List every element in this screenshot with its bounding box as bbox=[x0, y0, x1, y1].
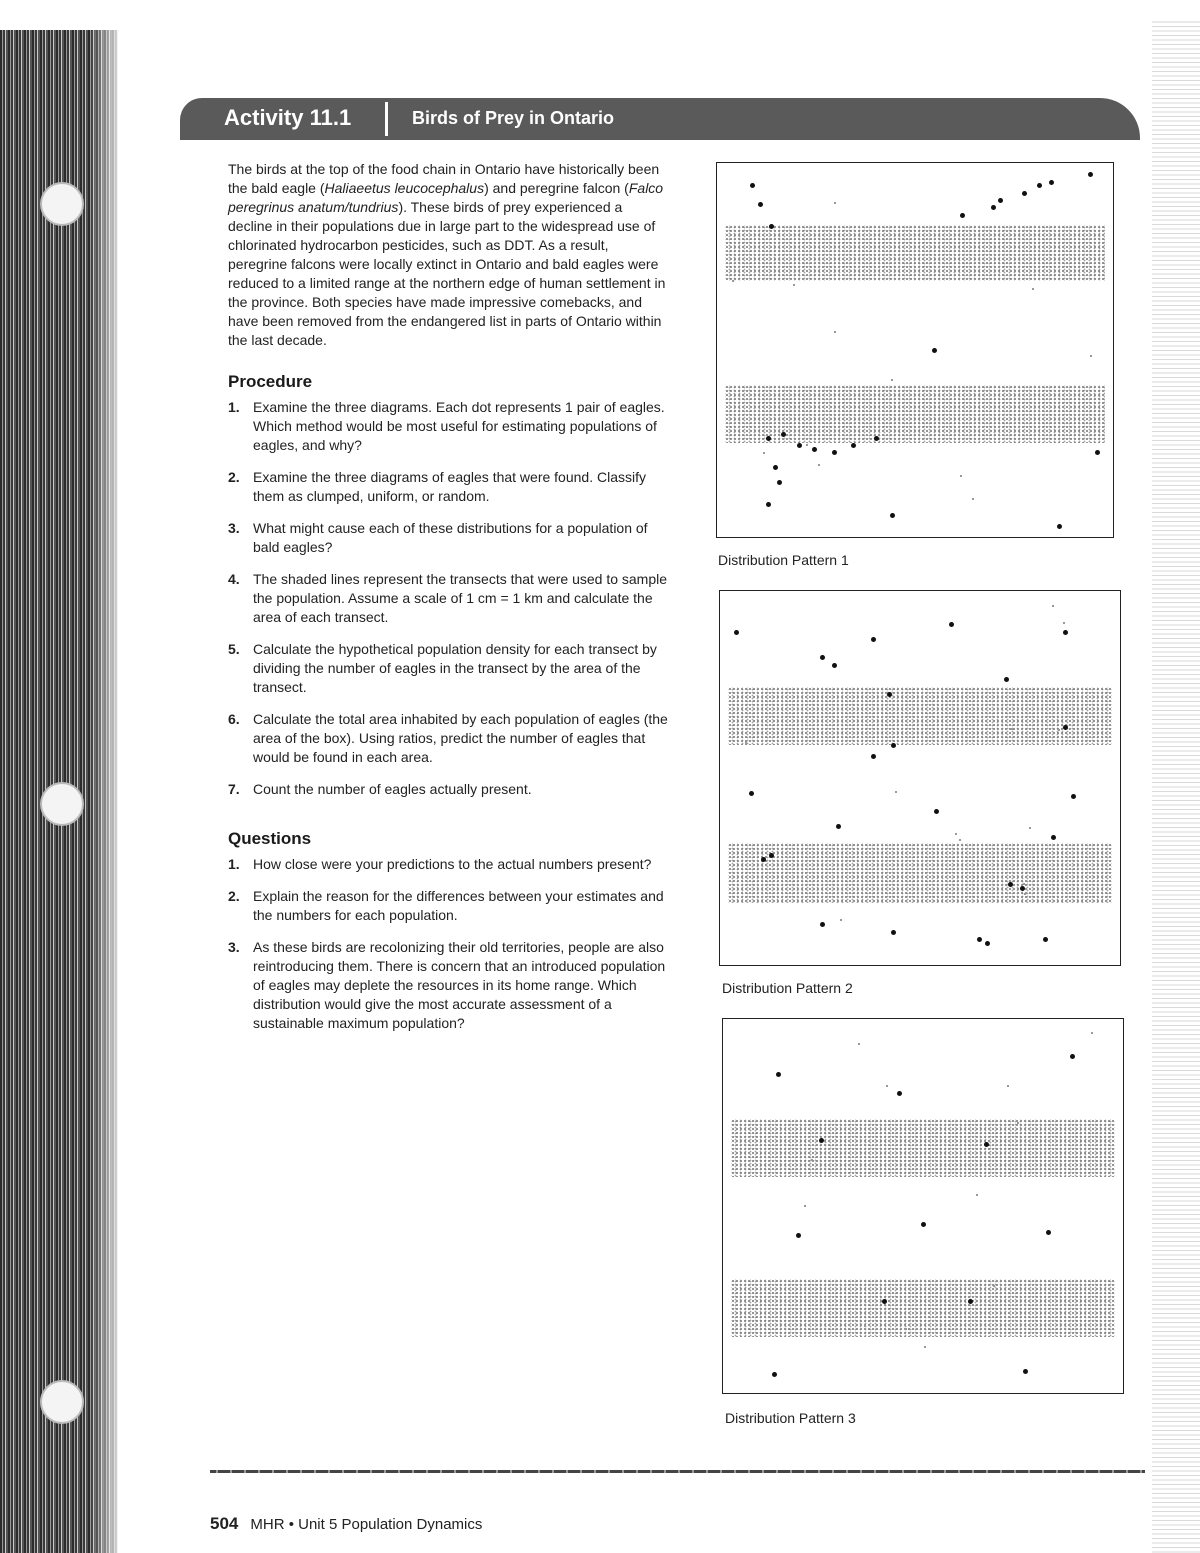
procedure-step: 2. Examine the three diagrams of eagles that were found. Classify them as clumped, uniform, or random. bbox=[228, 469, 646, 504]
eagle-pair-dot bbox=[772, 1372, 777, 1377]
eagle-pair-dot bbox=[750, 183, 755, 188]
eagle-pair-dot bbox=[891, 743, 896, 748]
scan-speck bbox=[858, 1043, 860, 1045]
binder-hole bbox=[40, 182, 84, 226]
scan-speck bbox=[745, 742, 747, 744]
eagle-pair-dot bbox=[921, 1222, 926, 1227]
scan-speck bbox=[806, 444, 808, 446]
transect-band bbox=[731, 1279, 1115, 1337]
eagle-pair-dot bbox=[934, 809, 939, 814]
eagle-pair-dot bbox=[991, 205, 996, 210]
eagle-pair-dot bbox=[761, 857, 766, 862]
eagle-pair-dot bbox=[734, 630, 739, 635]
page-footer bbox=[210, 1514, 482, 1534]
scan-speck bbox=[1091, 1032, 1093, 1034]
scan-speck bbox=[834, 331, 836, 333]
procedure-step: 1. Examine the three diagrams. Each dot represents 1 pair of eagles. Which method would be most useful for estimating populations of eagles, and why? bbox=[228, 399, 665, 453]
eagle-pair-dot bbox=[769, 224, 774, 229]
eagle-pair-dot bbox=[819, 1138, 824, 1143]
eagle-pair-dot bbox=[773, 465, 778, 470]
transect-band bbox=[731, 1119, 1115, 1177]
eagle-pair-dot bbox=[1046, 1230, 1051, 1235]
distribution-pattern-1-box bbox=[716, 162, 1114, 538]
scan-speck bbox=[1023, 883, 1025, 885]
scan-speck bbox=[1032, 288, 1034, 290]
eagle-pair-dot bbox=[749, 791, 754, 796]
eagle-pair-dot bbox=[968, 1299, 973, 1304]
eagle-pair-dot bbox=[832, 450, 837, 455]
footer-rule bbox=[210, 1470, 1145, 1473]
scan-speck bbox=[891, 379, 893, 381]
scan-speck bbox=[763, 452, 765, 454]
eagle-pair-dot bbox=[776, 1072, 781, 1077]
eagle-pair-dot bbox=[777, 480, 782, 485]
eagle-pair-dot bbox=[1051, 835, 1056, 840]
scan-speck bbox=[840, 919, 842, 921]
eagle-pair-dot bbox=[1022, 191, 1027, 196]
activity-banner bbox=[180, 98, 1140, 140]
scan-speck bbox=[1024, 893, 1026, 895]
pattern-3-caption: Distribution Pattern 3 bbox=[725, 1410, 856, 1426]
species-name: Haliaeetus leucocephalus bbox=[324, 180, 485, 196]
species-name: Falco peregrinus anatum/tundrius bbox=[228, 180, 664, 215]
transect-band bbox=[728, 687, 1112, 745]
eagle-pair-dot bbox=[1063, 630, 1068, 635]
scan-speck bbox=[804, 1205, 806, 1207]
eagle-pair-dot bbox=[887, 692, 892, 697]
eagle-pair-dot bbox=[836, 824, 841, 829]
question-item: 1. How close were your predictions to the actual numbers present? bbox=[228, 856, 652, 872]
scan-speck bbox=[1017, 1122, 1019, 1124]
eagle-pair-dot bbox=[1008, 882, 1013, 887]
eagle-pair-dot bbox=[820, 922, 825, 927]
eagle-pair-dot bbox=[812, 447, 817, 452]
questions-list bbox=[228, 855, 670, 1033]
pattern-2-caption: Distribution Pattern 2 bbox=[722, 980, 853, 996]
scan-speck bbox=[793, 284, 795, 286]
eagle-pair-dot bbox=[871, 637, 876, 642]
distribution-pattern-2-box bbox=[719, 590, 1121, 966]
eagle-pair-dot bbox=[985, 941, 990, 946]
intro-paragraph: The birds at the top of the food chain in Ontario have historically been the bald eagle (Haliaeetus leucocephalus) and peregrine falcon (Falco peregrinus anatum/tundrius). These birds of prey experienced a decline in their populations due in large part to the widespread use of chlorinated hydrocarbon pesticides, such as DDT. As a result, peregrine falcons were locally extinct in Ontario and bald eagles were reduced to a limited range at the northern edge of human settlement in the province. Both species have made impressive comebacks, and have been removed from the endangered list in parts of Ontario within the last decade. bbox=[228, 161, 666, 348]
eagle-pair-dot bbox=[1071, 794, 1076, 799]
binder-edge-fade bbox=[90, 30, 120, 1553]
eagle-pair-dot bbox=[874, 436, 879, 441]
eagle-pair-dot bbox=[1023, 1369, 1028, 1374]
scan-speck bbox=[960, 475, 962, 477]
eagle-pair-dot bbox=[820, 655, 825, 660]
procedure-step: 5. Calculate the hypothetical population density for each transect by dividing the number of eagles in the transect by the area of the transect. bbox=[228, 641, 657, 695]
procedure-step: 7. Count the number of eagles actually present. bbox=[228, 781, 532, 797]
main-text-column bbox=[228, 160, 670, 1046]
scan-speck bbox=[732, 280, 734, 282]
eagle-pair-dot bbox=[1043, 937, 1048, 942]
scan-speck bbox=[905, 1328, 907, 1330]
transect-band bbox=[728, 843, 1112, 903]
eagle-pair-dot bbox=[832, 663, 837, 668]
page-edge bbox=[1152, 20, 1200, 1553]
eagle-pair-dot bbox=[1004, 677, 1009, 682]
eagle-pair-dot bbox=[796, 1233, 801, 1238]
binder-hole bbox=[40, 1380, 84, 1424]
eagle-pair-dot bbox=[932, 348, 937, 353]
scan-speck bbox=[993, 1285, 995, 1287]
eagle-pair-dot bbox=[769, 853, 774, 858]
procedure-step: 3. What might cause each of these distributions for a population of bald eagles? bbox=[228, 520, 648, 555]
eagle-pair-dot bbox=[984, 1142, 989, 1147]
eagle-pair-dot bbox=[766, 436, 771, 441]
scan-speck bbox=[818, 464, 820, 466]
binder-hole bbox=[40, 782, 84, 826]
scan-speck bbox=[1063, 622, 1065, 624]
scan-speck bbox=[864, 1325, 866, 1327]
eagle-pair-dot bbox=[1088, 172, 1093, 177]
footer-text: MHR • Unit 5 Population Dynamics bbox=[250, 1516, 483, 1533]
eagle-pair-dot bbox=[1020, 886, 1025, 891]
question-item: 2. Explain the reason for the differences between your estimates and the numbers for each population. bbox=[228, 888, 664, 923]
eagle-pair-dot bbox=[797, 443, 802, 448]
pattern-1-caption: Distribution Pattern 1 bbox=[718, 552, 849, 568]
scan-speck bbox=[1052, 605, 1054, 607]
eagle-pair-dot bbox=[882, 1299, 887, 1304]
eagle-pair-dot bbox=[1070, 1054, 1075, 1059]
eagle-pair-dot bbox=[758, 202, 763, 207]
eagle-pair-dot bbox=[1057, 524, 1062, 529]
eagle-pair-dot bbox=[1037, 183, 1042, 188]
scan-speck bbox=[976, 1194, 978, 1196]
scan-speck bbox=[924, 1346, 926, 1348]
scan-speck bbox=[1090, 355, 1092, 357]
scan-speck bbox=[1007, 1085, 1009, 1087]
procedure-step: 4. The shaded lines represent the transects that were used to sample the population. Assume a scale of 1 cm = 1 km and calculate the area of each transect. bbox=[228, 571, 668, 625]
scan-speck bbox=[959, 839, 961, 841]
scan-speck bbox=[1029, 827, 1031, 829]
scan-speck bbox=[955, 833, 957, 835]
activity-title: Birds of Prey in Ontario bbox=[412, 108, 615, 128]
eagle-pair-dot bbox=[949, 622, 954, 627]
eagle-pair-dot bbox=[766, 502, 771, 507]
scan-speck bbox=[1058, 729, 1060, 731]
scan-speck bbox=[834, 202, 836, 204]
eagle-pair-dot bbox=[891, 930, 896, 935]
activity-label: Activity 11.1 bbox=[224, 105, 352, 130]
procedure-step: 6. Calculate the total area inhabited by each population of eagles (the area of the box). Using ratios, predict the number of eagles that would be found in each area. bbox=[228, 711, 668, 765]
page-number: 504 bbox=[210, 1514, 239, 1533]
eagle-pair-dot bbox=[871, 754, 876, 759]
scan-speck bbox=[886, 1085, 888, 1087]
banner-divider bbox=[385, 102, 388, 136]
transect-band bbox=[725, 225, 1105, 281]
scan-speck bbox=[895, 791, 897, 793]
eagle-pair-dot bbox=[1049, 180, 1054, 185]
eagle-pair-dot bbox=[890, 513, 895, 518]
eagle-pair-dot bbox=[1063, 725, 1068, 730]
distribution-pattern-3-box bbox=[722, 1018, 1124, 1394]
eagle-pair-dot bbox=[960, 213, 965, 218]
question-item: 3. As these birds are recolonizing their old territories, people are also reintroducing them. There is concern that an introduced population of eagles may deplete the resources in its home range. Which distribution would give the most accurate assessment of a sustainable maximum population? bbox=[228, 939, 666, 1031]
procedure-list bbox=[228, 398, 670, 799]
eagle-pair-dot bbox=[851, 443, 856, 448]
eagle-pair-dot bbox=[998, 198, 1003, 203]
scan-speck bbox=[1011, 728, 1013, 730]
procedure-heading: Procedure bbox=[228, 372, 313, 391]
eagle-pair-dot bbox=[977, 937, 982, 942]
questions-heading: Questions bbox=[228, 829, 312, 848]
scan-speck bbox=[972, 498, 974, 500]
eagle-pair-dot bbox=[1095, 450, 1100, 455]
scan-speck bbox=[811, 1159, 813, 1161]
eagle-pair-dot bbox=[897, 1091, 902, 1096]
eagle-pair-dot bbox=[781, 432, 786, 437]
